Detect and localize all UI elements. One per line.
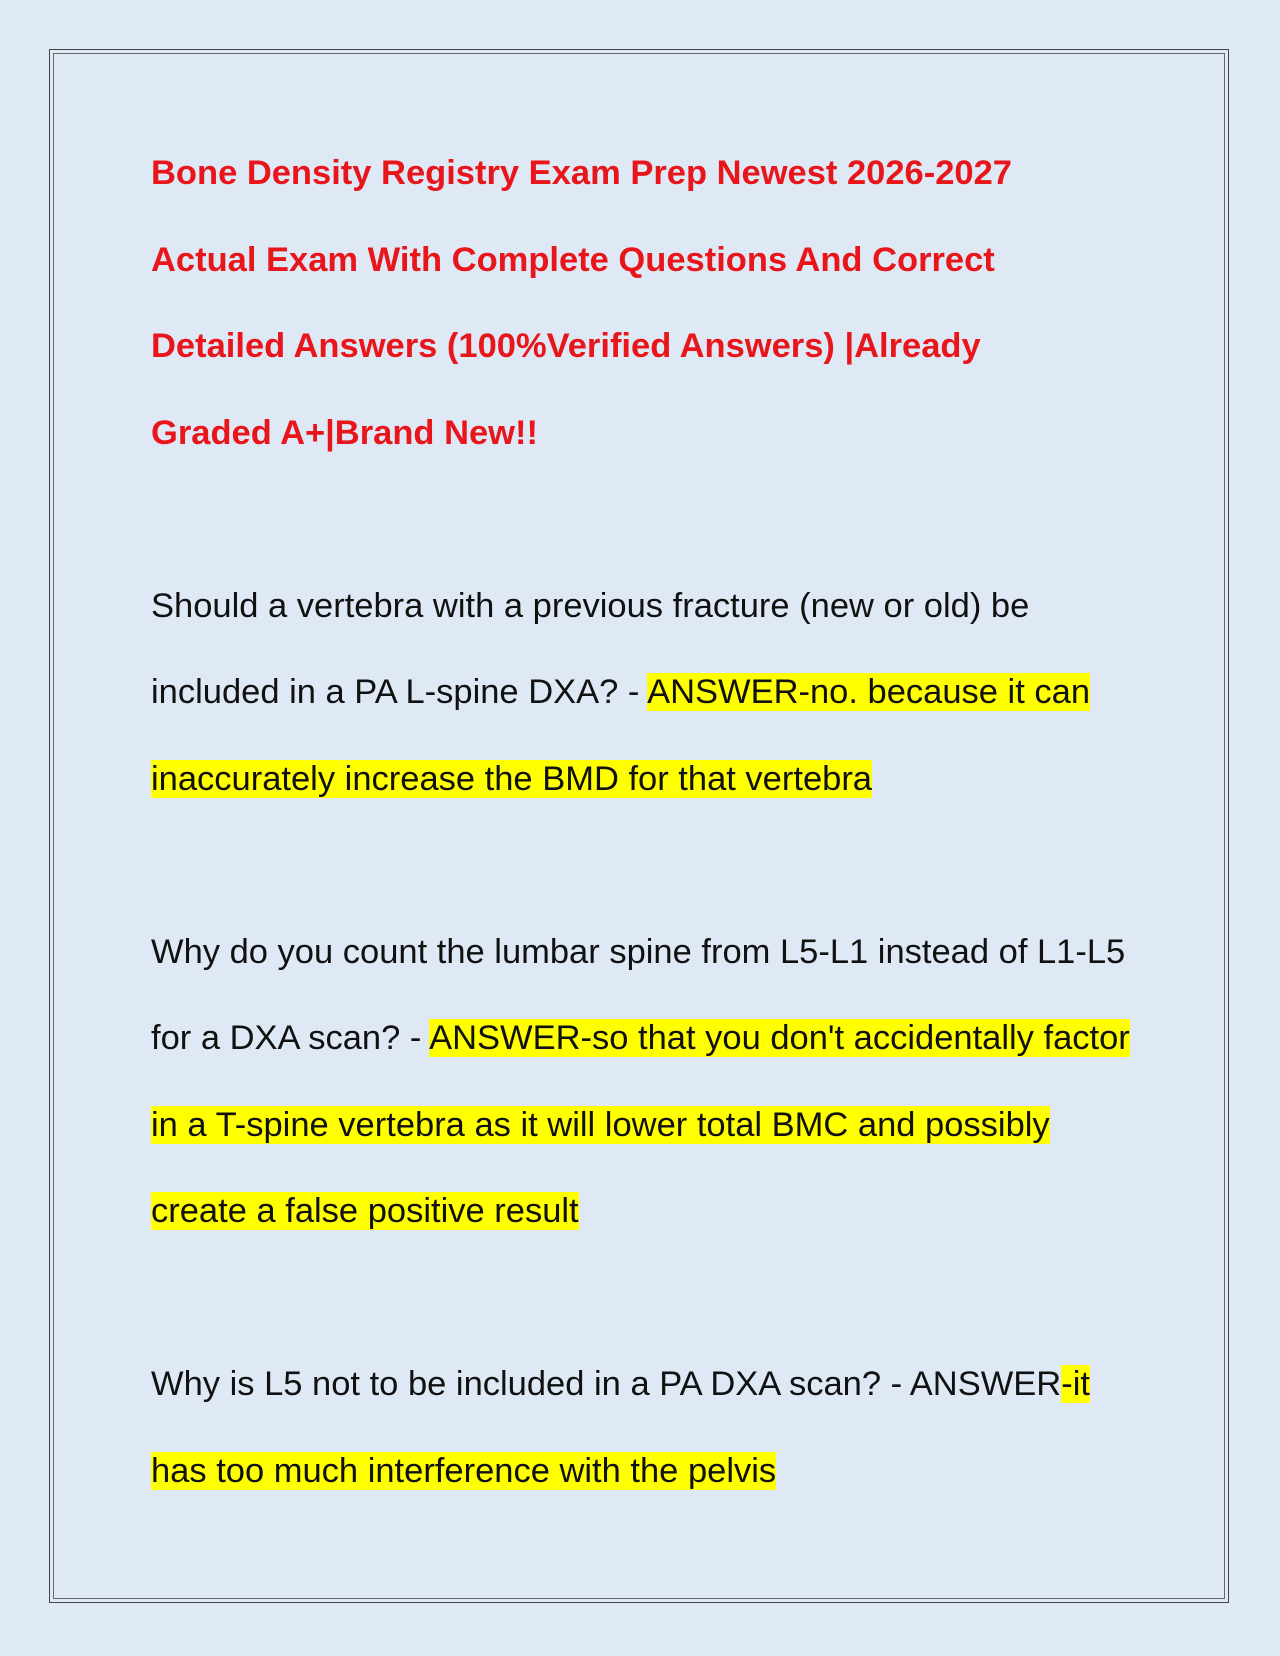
title-line-1: Bone Density Registry Exam Prep Newest 2026-2027 <box>151 154 1012 192</box>
answer-highlight: ANSWER-so that you don't accidentally factor in a T-spine vertebra as it will lower total BMC and possibly create a false positive result <box>151 1019 1130 1230</box>
answer-highlight: -it has too much interference with the pelvis <box>151 1365 1090 1490</box>
spacer <box>151 822 1151 909</box>
question-text: Why do you count the lumbar spine from L5-L1 instead of L1-L5 for a DXA scan? - <box>151 932 1126 1057</box>
question-text: Why is L5 not to be included in a PA DXA scan? - ANSWER <box>151 1365 1062 1403</box>
question-text: Should a vertebra with a previous fracture (new or old) be included in a PA L-spine DXA? - <box>151 586 1030 711</box>
spacer <box>151 1255 1151 1342</box>
title-line-4: Graded A+|Brand New!! <box>151 413 538 452</box>
answer-highlight: ANSWER-no. because it can inaccurately increase the BMD for that vertebra <box>151 673 1091 798</box>
document-content <box>151 130 1151 1514</box>
qa-item <box>151 909 1151 1255</box>
qa-item <box>151 563 1151 823</box>
qa-item <box>151 1341 1151 1514</box>
title-line-3: Detailed Answers (100%Verified Answers) |Already <box>151 327 981 365</box>
title-line-2: Actual Exam With Complete Questions And Correct <box>151 240 995 279</box>
document-title <box>151 130 1151 476</box>
spacer <box>151 476 1151 563</box>
